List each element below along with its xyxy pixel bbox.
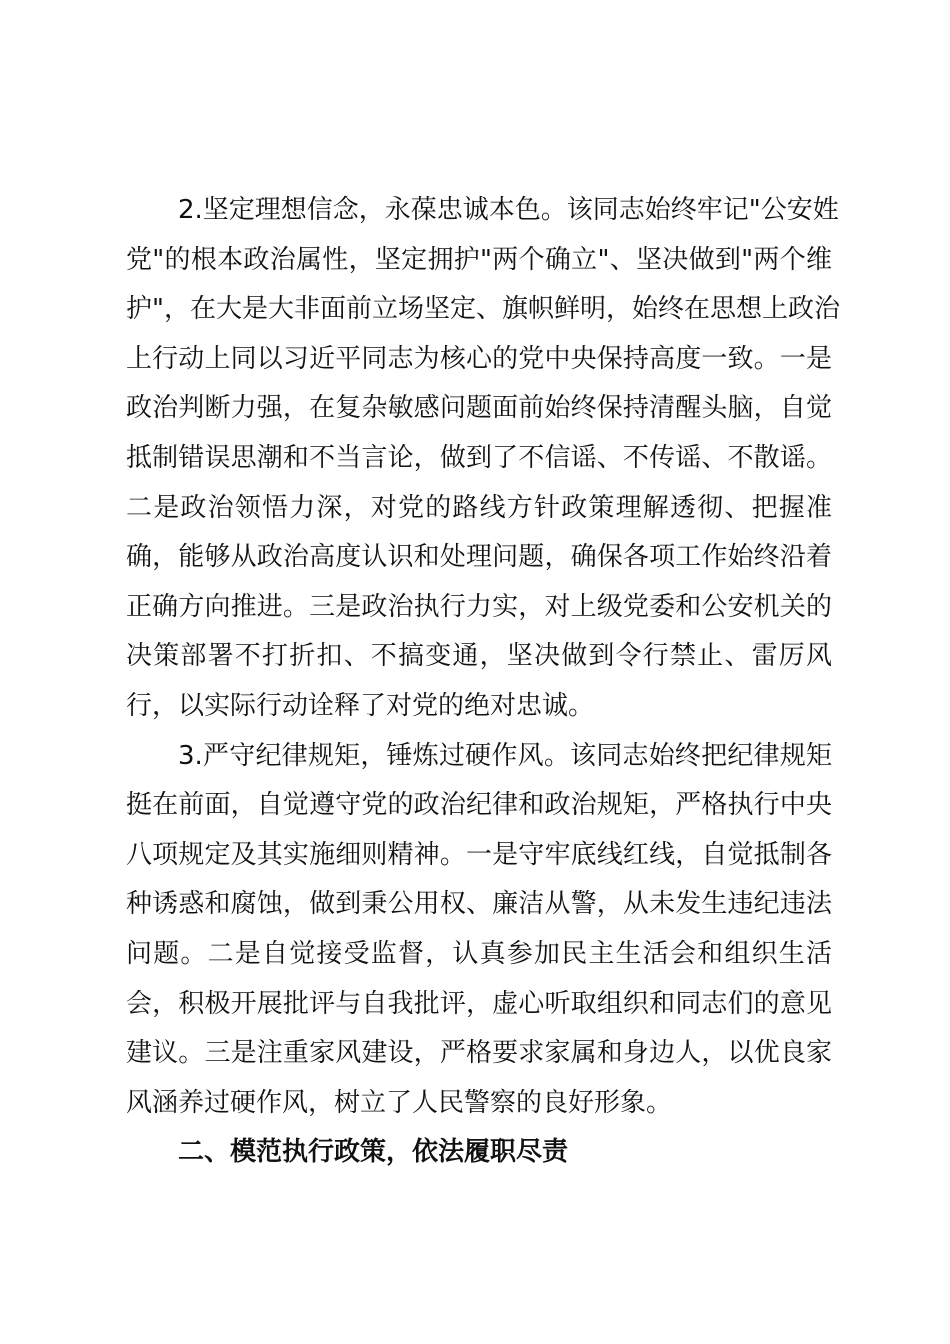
paragraph-ideals-loyalty [126, 186, 840, 732]
text-line: 种诱惑和腐蚀，做到秉公用权、廉洁从警，从未发生违纪违法 [126, 889, 832, 920]
section-heading: 二、模范执行政策，依法履职尽责 [178, 1137, 569, 1168]
text-line: 行，以实际行动诠释了对党的绝对忠诚。 [126, 690, 595, 721]
text-line: 党"的根本政治属性，坚定拥护"两个确立"、坚决做到"两个维 [126, 244, 832, 275]
text-line: 抵制错误思潮和不当言论，做到了不信谣、不传谣、不散谣。 [126, 442, 832, 473]
text-line: 挺在前面，自觉遵守党的政治纪律和政治规矩，严格执行中央 [126, 790, 832, 821]
text-line: 会，积极开展批评与自我批评，虚心听取组织和同志们的意见 [126, 988, 832, 1019]
text-line: 建议。三是注重家风建设，严格要求家属和身边人，以优良家 [126, 1038, 832, 1069]
text-line: 3.严守纪律规矩，锤炼过硬作风。该同志始终把纪律规矩 [178, 740, 832, 771]
document-page [126, 186, 840, 1178]
text-line: 政治判断力强，在复杂敏感问题面前始终保持清醒头脑，自觉 [126, 393, 832, 424]
text-line: 二是政治领悟力深，对党的路线方针政策理解透彻、把握准 [126, 492, 832, 523]
text-line: 正确方向推进。三是政治执行力实，对上级党委和公安机关的 [126, 591, 832, 622]
text-line: 问题。二是自觉接受监督，认真参加民主生活会和组织生活 [126, 938, 832, 969]
text-line: 2.坚定理想信念，永葆忠诚本色。该同志始终牢记"公安姓 [178, 195, 839, 225]
text-line: 风涵养过硬作风，树立了人民警察的良好形象。 [126, 1087, 673, 1118]
text-line: 决策部署不打折扣、不搞变通，坚决做到令行禁止、雷厉风 [126, 641, 832, 672]
text-line: 护"，在大是大非面前立场坚定、旗帜鲜明，始终在思想上政治 [126, 294, 840, 325]
text-line: 八项规定及其实施细则精神。一是守牢底线红线，自觉抵制各 [126, 839, 832, 870]
paragraph-discipline-style [126, 732, 832, 1129]
text-line: 上行动上同以习近平同志为核心的党中央保持高度一致。一是 [126, 343, 832, 374]
text-line: 确，能够从政治高度认识和处理问题，确保各项工作始终沿着 [126, 542, 832, 573]
